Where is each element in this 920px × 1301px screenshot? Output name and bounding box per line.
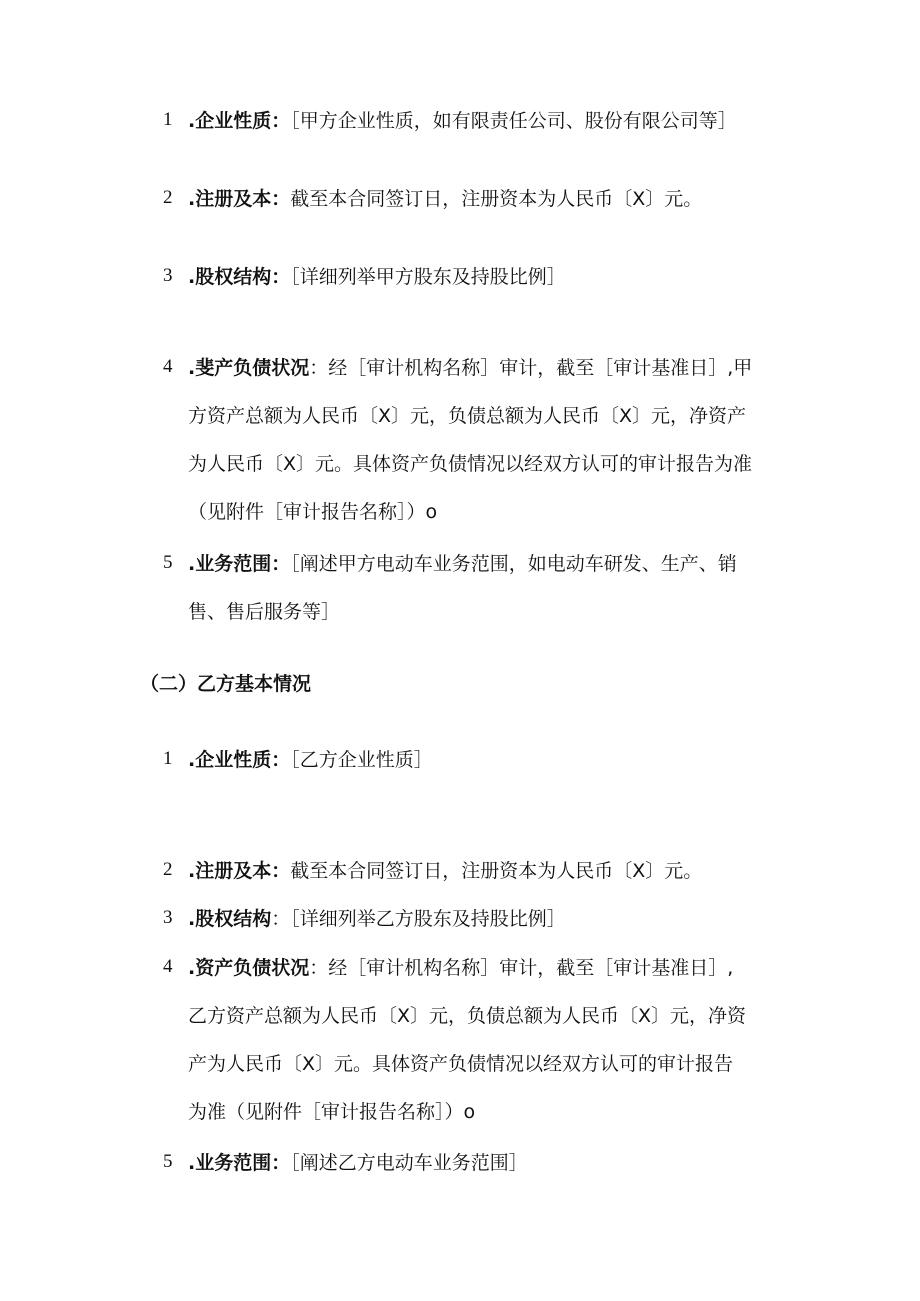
item-text: ：［详细列举乙方股东及持股比例］ xyxy=(271,908,566,930)
item-label: .企业性质： xyxy=(188,749,291,771)
item-body xyxy=(188,253,788,301)
item-label: .注册及本： xyxy=(188,188,291,210)
item-text: ：经［审计机构名称］审计，截至［审计基准日］,甲 xyxy=(309,357,753,379)
item-label: .股权结构 xyxy=(188,908,272,930)
item-text: ［阐述乙方电动车业务范围］ xyxy=(290,1152,528,1174)
item-number: 1 xyxy=(163,748,173,769)
item-label: .股权结构： xyxy=(188,266,291,288)
section-heading: （二）乙方基本情况 xyxy=(140,673,312,695)
item-text: 截至本合同签订日，注册资本为人民币〔X〕元。 xyxy=(290,860,703,882)
item-text: （见附件［审计报告名称］）o xyxy=(188,501,438,523)
item-text: 为人民币〔X〕元。具体资产负债情况以经双方认可的审计报告为准 xyxy=(188,453,753,475)
item-number: 1 xyxy=(163,109,173,130)
item-text: 乙方资产总额为人民币〔X〕元，负债总额为人民币〔X〕元，净资 xyxy=(188,1005,747,1027)
item-body xyxy=(188,344,788,536)
item-text: 售、售后服务等］ xyxy=(188,601,341,623)
item-text: 截至本合同签订日，注册资本为人民币〔X〕元。 xyxy=(290,188,703,210)
item-label: .业务范围： xyxy=(188,553,291,575)
item-body xyxy=(188,1139,788,1187)
item-body xyxy=(188,540,788,636)
item-label: .资产负债状况 xyxy=(188,957,310,979)
item-number: 3 xyxy=(163,265,173,286)
item-text: 为准（见附件［审计报告名称］）o xyxy=(188,1101,476,1123)
item-body xyxy=(188,847,788,895)
item-body xyxy=(188,944,788,1136)
item-body xyxy=(188,175,788,223)
item-text: ［详细列举甲方股东及持股比例］ xyxy=(290,266,566,288)
item-body xyxy=(188,736,788,784)
item-number: 4 xyxy=(163,956,173,977)
item-number: 3 xyxy=(163,907,173,928)
item-number: 4 xyxy=(163,356,173,377)
item-number: 5 xyxy=(163,552,173,573)
item-body xyxy=(188,97,788,145)
item-text: 产为人民币〔X〕元。具体资产负债情况以经双方认可的审计报告 xyxy=(188,1053,734,1075)
item-text: ［乙方企业性质］ xyxy=(290,749,433,771)
item-number: 5 xyxy=(163,1151,173,1172)
item-label: .企业性质： xyxy=(188,110,291,132)
item-text: ［阐述甲方电动车业务范围，如电动车研发、生产、销 xyxy=(290,553,737,575)
item-label: .斐产负债状况 xyxy=(188,357,310,379)
item-text: 方资产总额为人民币〔X〕元，负债总额为人民币〔X〕元，净资产 xyxy=(188,405,747,427)
item-text: ［甲方企业性质，如有限责任公司、股份有限公司等］ xyxy=(290,110,737,132)
item-label: .业务范围： xyxy=(188,1152,291,1174)
item-body xyxy=(188,895,788,943)
item-number: 2 xyxy=(163,859,173,880)
item-number: 2 xyxy=(163,187,173,208)
item-label: .注册及本： xyxy=(188,860,291,882)
item-text: ：经［审计机构名称］审计，截至［审计基准日］, xyxy=(309,957,734,979)
